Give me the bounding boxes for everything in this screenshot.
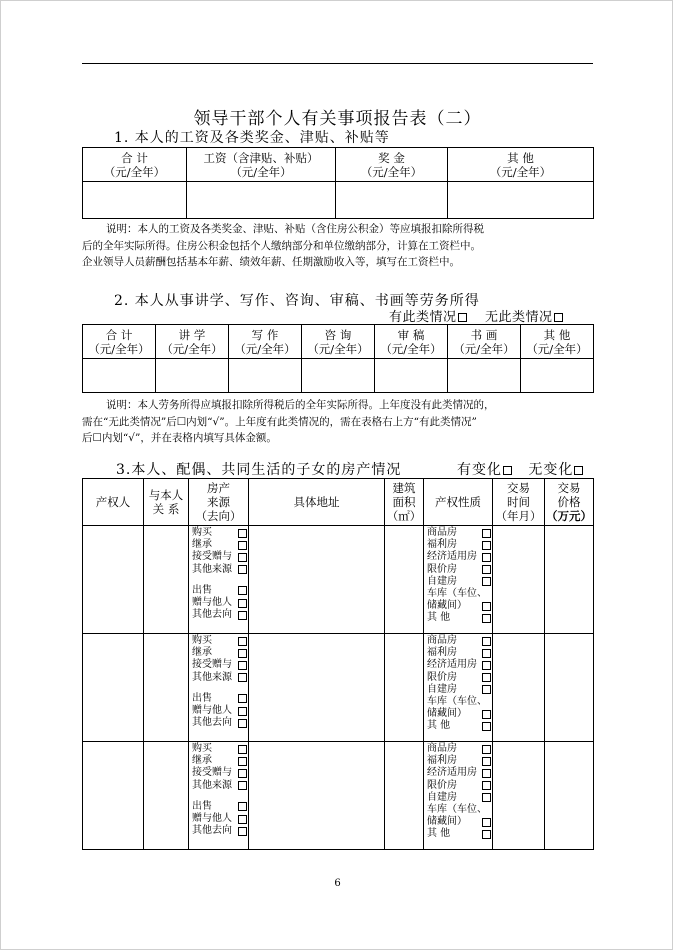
has-case-checkbox[interactable] [458, 313, 467, 322]
option-self-built[interactable]: 自建房 [427, 792, 491, 804]
option-garage[interactable]: 储藏间） [427, 600, 491, 612]
checkbox[interactable] [482, 529, 491, 538]
input-price[interactable] [545, 634, 594, 742]
input-writing[interactable] [229, 359, 302, 393]
nature-options [424, 526, 493, 634]
checkbox[interactable] [238, 694, 247, 703]
col-bonus-header: 奖 金 （元/全年） [336, 148, 448, 182]
checkbox[interactable] [238, 719, 247, 728]
checkbox[interactable] [482, 685, 491, 694]
option-gift-received[interactable]: 接受赠与 [192, 551, 247, 563]
source-options [189, 742, 249, 850]
option-gifted[interactable]: 赠与他人 [192, 705, 247, 717]
input-owner[interactable] [83, 526, 144, 634]
source-options [189, 634, 249, 742]
header-rule [82, 63, 593, 64]
checkbox[interactable] [238, 707, 247, 716]
checkbox[interactable] [238, 586, 247, 595]
checkbox[interactable] [482, 769, 491, 778]
col-nature-header: 产权性质 [424, 479, 493, 526]
input-price[interactable] [545, 742, 594, 850]
property-row [83, 526, 594, 634]
col-owner-header: 产权人 [83, 479, 144, 526]
checkbox[interactable] [482, 577, 491, 586]
option-welfare[interactable]: 福利房 [427, 539, 491, 551]
input-owner[interactable] [83, 634, 144, 742]
checkbox[interactable] [482, 565, 491, 574]
input-relation[interactable] [144, 742, 189, 850]
nature-options [424, 742, 493, 850]
section2-note: 说明：本人劳务所得应填报扣除所得税后的全年实际所得。上年度没有此类情况的， 需在“无此类情况”后☐内划“√”。上年度有此类情况的，需在表格右上方“有此类情况” 后☐内划“√”，并在表格内填写具体金额。 [82, 399, 495, 444]
checkbox[interactable] [482, 757, 491, 766]
option-garage[interactable]: 储藏间） [427, 816, 491, 828]
option-inherit[interactable]: 继承 [192, 539, 247, 551]
col-time-header: 交易 时间 （年月） [493, 479, 545, 526]
option-other-dest[interactable]: 其他去向 [192, 609, 247, 621]
checkbox[interactable] [482, 830, 491, 839]
option-other-dest[interactable]: 其他去向 [192, 825, 247, 837]
form-title: 领导干部个人有关事项报告表（二） [193, 109, 482, 129]
checkbox[interactable] [482, 637, 491, 646]
option-purchase[interactable]: 购买 [192, 635, 247, 647]
option-commercial[interactable]: 商品房 [427, 635, 491, 647]
option-commercial[interactable]: 商品房 [427, 743, 491, 755]
checkbox[interactable] [238, 553, 247, 562]
checkbox[interactable] [238, 781, 247, 790]
option-other[interactable]: 其 他 [427, 612, 491, 624]
col-writing-header: 写 作 （元/全年） [229, 325, 302, 359]
section3-heading: 3.本人、配偶、共同生活的子女的房产情况 [116, 462, 402, 478]
col-total-header: 合 计 （元/全年） [83, 325, 156, 359]
checkbox[interactable] [482, 793, 491, 802]
option-garage-line1: 车库（车位、 [427, 695, 487, 707]
input-address[interactable] [249, 526, 385, 634]
section1-note: 说明：本人的工资及各类奖金、津贴、补贴（含住房公积金）等应填报扣除所得税 后的全年实际所得。住房公积金包括个人缴纳部分和单位缴纳部分，计算在工资栏中。 企业领导人员薪酬包括基本年薪、绩效年薪、任期激励收入等，填写在工资栏中。 [82, 223, 484, 268]
option-garage-line1: 车库（车位、 [427, 587, 487, 599]
input-relation[interactable] [144, 634, 189, 742]
checkbox[interactable] [482, 553, 491, 562]
changed-checkbox[interactable] [503, 466, 512, 475]
checkbox[interactable] [238, 673, 247, 682]
input-total[interactable] [83, 182, 187, 219]
checkbox[interactable] [482, 541, 491, 550]
col-calligraphy-header: 书 画 （元/全年） [448, 325, 521, 359]
option-welfare[interactable]: 福利房 [427, 755, 491, 767]
checkbox[interactable] [482, 614, 491, 623]
option-gifted[interactable]: 赠与他人 [192, 597, 247, 609]
col-review-header: 审 稿 （元/全年） [375, 325, 448, 359]
input-area[interactable] [385, 526, 424, 634]
col-other-header: 其 他 （元/全年） [448, 148, 594, 182]
labor-income-table [82, 324, 594, 393]
option-purchase[interactable]: 购买 [192, 527, 247, 539]
option-garage-line1: 车库（车位、 [427, 803, 487, 815]
checkbox[interactable] [238, 529, 247, 538]
input-address[interactable] [249, 742, 385, 850]
col-salary-header: 工资（含津贴、补贴） （元/全年） [187, 148, 336, 182]
option-price-limited[interactable]: 限价房 [427, 780, 491, 792]
option-gifted[interactable]: 赠与他人 [192, 813, 247, 825]
option-other[interactable]: 其 他 [427, 828, 491, 840]
col-lecture-header: 讲 学 （元/全年） [156, 325, 229, 359]
checkbox[interactable] [482, 818, 491, 827]
input-area[interactable] [385, 634, 424, 742]
option-welfare[interactable]: 福利房 [427, 647, 491, 659]
input-relation[interactable] [144, 526, 189, 634]
option-gift-received[interactable]: 接受赠与 [192, 659, 247, 671]
option-purchase[interactable]: 购买 [192, 743, 247, 755]
no-case-checkbox[interactable] [554, 313, 563, 322]
col-consult-header: 咨 询 （元/全年） [302, 325, 375, 359]
checkbox[interactable] [238, 649, 247, 658]
checkbox[interactable] [482, 661, 491, 670]
income-table [82, 147, 594, 219]
checkbox[interactable] [238, 745, 247, 754]
input-calligraphy[interactable] [448, 359, 521, 393]
section3-options: 有变化 无变化 [457, 459, 583, 479]
option-inherit[interactable]: 继承 [192, 755, 247, 767]
option-gift-received[interactable]: 接受赠与 [192, 767, 247, 779]
input-total[interactable] [83, 359, 156, 393]
checkbox[interactable] [238, 599, 247, 608]
checkbox[interactable] [238, 661, 247, 670]
checkbox[interactable] [482, 649, 491, 658]
option-other-dest[interactable]: 其他去向 [192, 717, 247, 729]
unchanged-checkbox[interactable] [574, 466, 583, 475]
nature-options [424, 634, 493, 742]
checkbox[interactable] [482, 673, 491, 682]
input-consult[interactable] [302, 359, 375, 393]
option-sold[interactable]: 出售 [192, 801, 247, 813]
checkbox[interactable] [238, 827, 247, 836]
option-price-limited[interactable]: 限价房 [427, 672, 491, 684]
checkbox[interactable] [238, 541, 247, 550]
option-self-built[interactable]: 自建房 [427, 684, 491, 696]
col-price-header: 交易 价格 （万元） [545, 479, 594, 526]
option-price-limited[interactable]: 限价房 [427, 564, 491, 576]
option-affordable[interactable]: 经济适用房 [427, 551, 491, 563]
input-other[interactable] [448, 182, 594, 219]
property-table [82, 478, 594, 850]
input-lecture[interactable] [156, 359, 229, 393]
option-other-source[interactable]: 其他来源 [192, 564, 247, 576]
checkbox[interactable] [482, 745, 491, 754]
input-area[interactable] [385, 742, 424, 850]
section2-heading: 2. 本人从事讲学、写作、咨询、审稿、书画等劳务所得 [114, 293, 480, 309]
col-source-header: 房产 来源 （去向） [189, 479, 249, 526]
property-row [83, 742, 594, 850]
input-time[interactable] [493, 742, 545, 850]
option-other[interactable]: 其 他 [427, 720, 491, 732]
col-total-header: 合 计 （元/全年） [83, 148, 187, 182]
input-price[interactable] [545, 526, 594, 634]
checkbox[interactable] [238, 802, 247, 811]
checkbox[interactable] [238, 637, 247, 646]
checkbox[interactable] [238, 611, 247, 620]
checkbox[interactable] [238, 757, 247, 766]
checkbox[interactable] [238, 815, 247, 824]
option-other-source[interactable]: 其他来源 [192, 780, 247, 792]
section2-options: 有此类情况 无此类情况 [389, 306, 563, 325]
option-sold[interactable]: 出售 [192, 585, 247, 597]
col-relation-header: 与本人 关 系 [144, 479, 189, 526]
input-bonus[interactable] [336, 182, 448, 219]
input-owner[interactable] [83, 742, 144, 850]
property-row [83, 634, 594, 742]
input-other[interactable] [521, 359, 594, 393]
checkbox[interactable] [482, 602, 491, 611]
input-time[interactable] [493, 526, 545, 634]
property-header-row [83, 479, 594, 526]
checkbox[interactable] [482, 722, 491, 731]
col-other-header: 其 他 （元/全年） [521, 325, 594, 359]
col-address-header: 具体地址 [249, 479, 385, 526]
section1-heading: 1. 本人的工资及各类奖金、津贴、补贴等 [114, 130, 390, 146]
option-self-built[interactable]: 自建房 [427, 576, 491, 588]
input-salary[interactable] [187, 182, 336, 219]
checkbox[interactable] [238, 565, 247, 574]
checkbox[interactable] [238, 769, 247, 778]
option-affordable[interactable]: 经济适用房 [427, 767, 491, 779]
checkbox[interactable] [482, 781, 491, 790]
option-affordable[interactable]: 经济适用房 [427, 659, 491, 671]
input-review[interactable] [375, 359, 448, 393]
source-options [189, 526, 249, 634]
col-area-header: 建筑 面积 （㎡） [385, 479, 424, 526]
option-garage[interactable]: 储藏间） [427, 708, 491, 720]
option-sold[interactable]: 出售 [192, 693, 247, 705]
page-number: 6 [334, 878, 341, 889]
checkbox[interactable] [482, 710, 491, 719]
option-other-source[interactable]: 其他来源 [192, 672, 247, 684]
option-inherit[interactable]: 继承 [192, 647, 247, 659]
input-time[interactable] [493, 634, 545, 742]
option-commercial[interactable]: 商品房 [427, 527, 491, 539]
input-address[interactable] [249, 634, 385, 742]
